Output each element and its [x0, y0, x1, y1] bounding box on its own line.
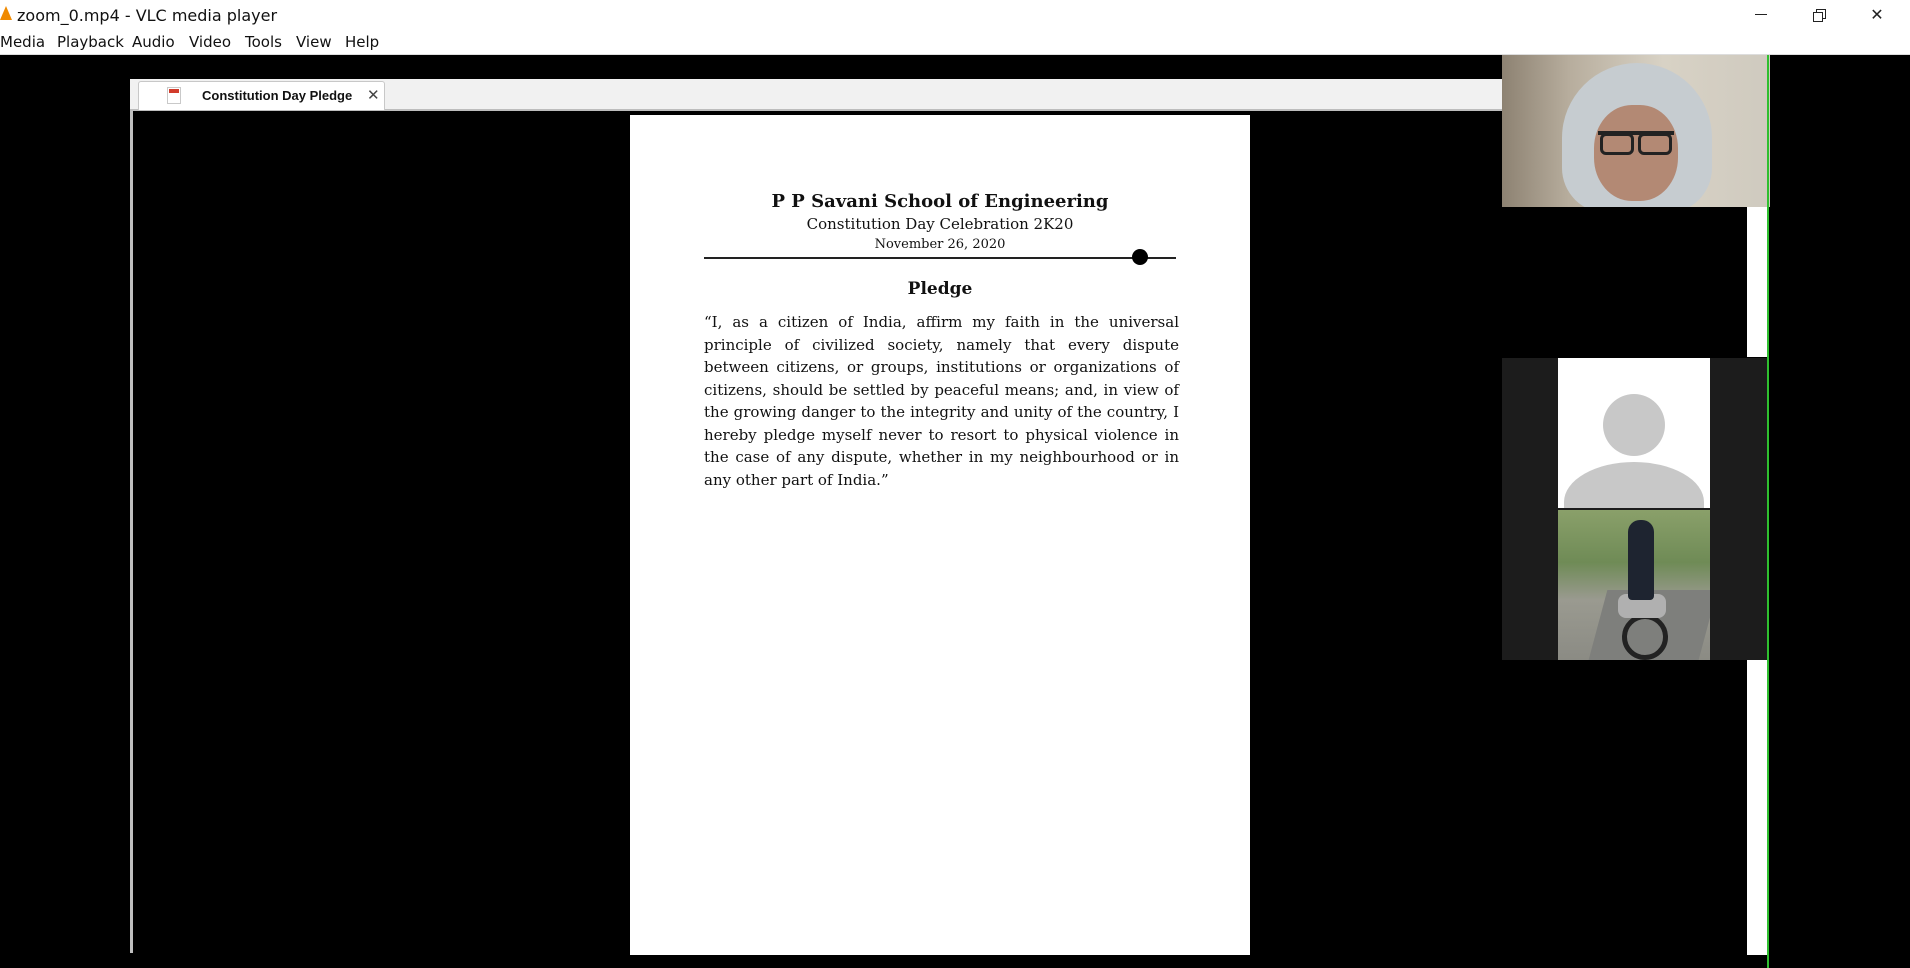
tab-constitution-day-pledge[interactable]: [138, 81, 385, 110]
minimize-icon: [1755, 14, 1767, 15]
menu-media[interactable]: Media: [0, 33, 46, 51]
document-date: November 26, 2020: [874, 237, 1006, 252]
menu-video[interactable]: Video: [189, 33, 232, 51]
document-title: P P Savani School of Engineering: [771, 191, 1109, 212]
menu-view[interactable]: View: [296, 33, 332, 51]
participant-video-speaker[interactable]: [1502, 55, 1770, 207]
menu-bar: [0, 29, 1910, 55]
minimize-button[interactable]: [1732, 0, 1790, 29]
tab-close-icon[interactable]: ✕: [367, 87, 380, 104]
tab-label: Constitution Day Pledge: [202, 88, 353, 103]
restore-button[interactable]: [1790, 0, 1848, 29]
avatar-body-icon: [1564, 462, 1704, 508]
participant-profile-photo[interactable]: [1558, 510, 1710, 660]
menu-audio[interactable]: Audio: [132, 33, 175, 51]
viewer-tab-strip: [130, 79, 1502, 111]
participant-avatar-placeholder[interactable]: [1558, 358, 1710, 508]
close-button[interactable]: [1848, 0, 1906, 29]
vlc-cone-icon: [0, 6, 12, 20]
document-divider: [704, 257, 1176, 259]
close-icon: ✕: [1870, 5, 1884, 24]
panel-divider-lower: [1747, 660, 1767, 955]
pdf-file-icon: [167, 87, 181, 104]
pledge-text: “I, as a citizen of India, affirm my faith in the universal principle of civilized society, namely that every dispute between citizens, or groups, institutions or organizations of citizens, should be settled by peaceful means; and, in view of the growing danger to the integrity and unity of the country, I hereby pledge myself never to resort to physical violence in the case of any dispute, whether in my neighbourhood or in any other part of India.”: [704, 313, 1179, 489]
menu-tools[interactable]: Tools: [245, 33, 282, 51]
pointer-cursor-icon: [1132, 249, 1148, 265]
restore-icon: [1813, 9, 1825, 21]
participant-gallery: [1502, 358, 1768, 660]
document-heading: Pledge: [907, 279, 973, 299]
window-title: zoom_0.mp4 - VLC media player: [17, 6, 278, 25]
menu-playback[interactable]: Playback: [57, 33, 124, 51]
document-subtitle: Constitution Day Celebration 2K20: [806, 215, 1074, 233]
menu-help[interactable]: Help: [345, 33, 380, 51]
avatar-head-icon: [1603, 394, 1665, 456]
document-page: [630, 115, 1250, 955]
panel-divider: [1747, 207, 1767, 357]
active-speaker-indicator: [1767, 55, 1769, 968]
title-bar: [0, 0, 1910, 29]
